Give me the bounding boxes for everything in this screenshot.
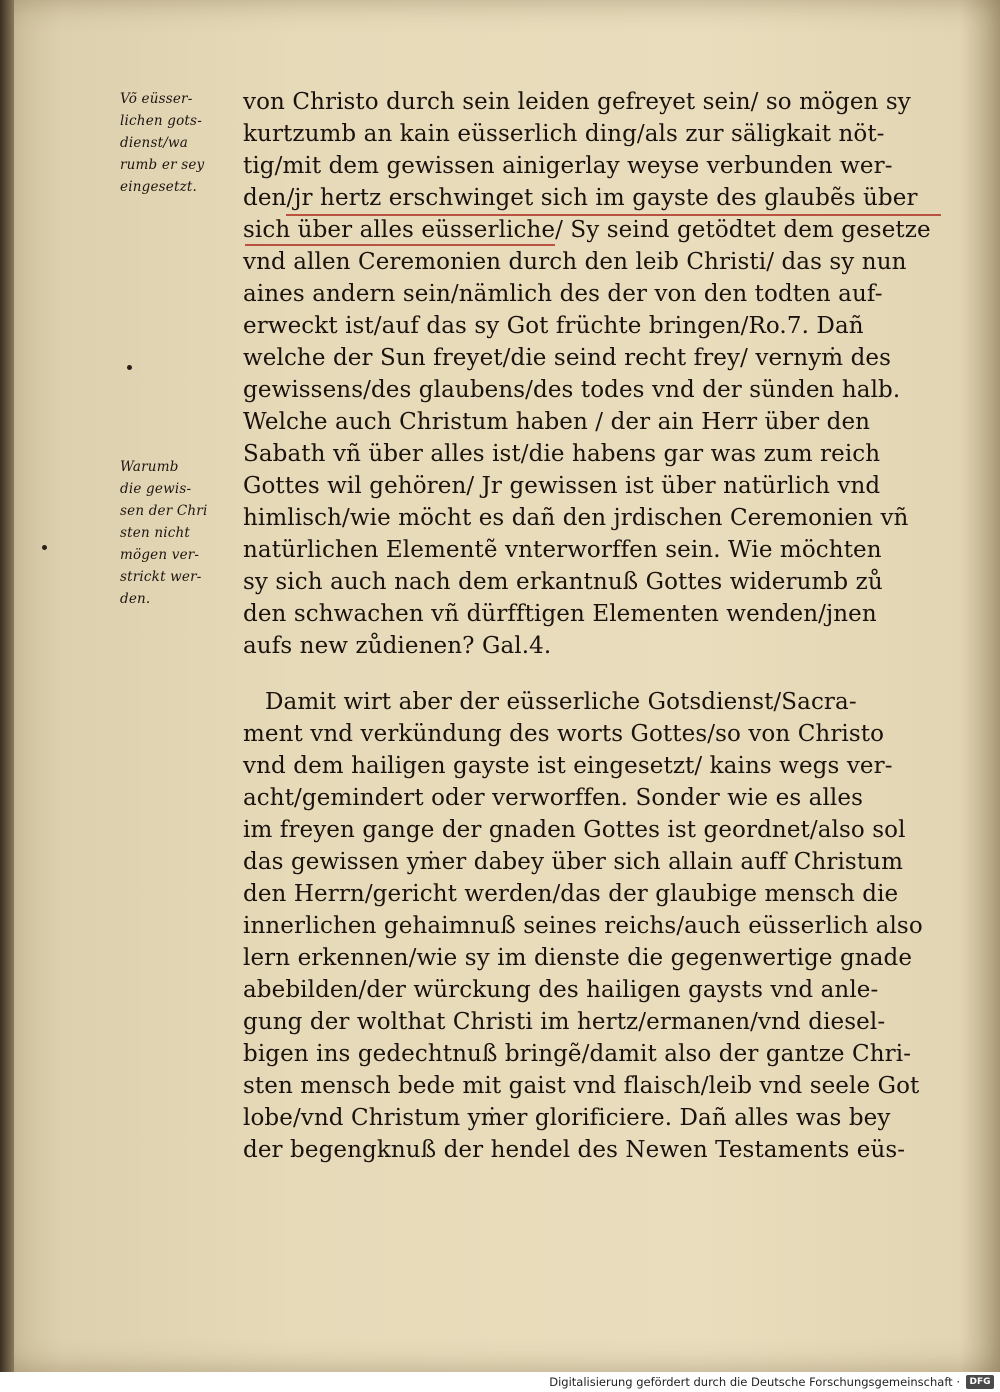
text-line: lobe/vnd Christum yṁer glorificiere. Dañ alles was bey	[243, 1105, 891, 1131]
text-line: kurtzumb an kain eüsserlich ding/als zur säligkait nöt-	[243, 121, 885, 147]
marginal-note-line: Warumb	[120, 459, 179, 475]
text-line: vnd dem hailigen gayste ist eingesetzt/ kains wegs ver-	[243, 753, 893, 779]
text-line: bigen ins gedechtnuß bringẽ/damit also der gantze Chri-	[243, 1041, 912, 1067]
text-line: von Christo durch sein leiden gefreyet sein/ so mögen sy	[243, 89, 911, 115]
text-line: sich über alles eüsserliche/ Sy seind getödtet dem gesetze	[243, 217, 931, 243]
marginal-note-2	[120, 456, 238, 610]
text-line: Gottes wil gehören/ Jr gewissen ist über natürlich vnd	[243, 473, 881, 499]
text-line: im freyen gange der gnaden Gottes ist geordnet/also sol	[243, 817, 906, 843]
text-line: den schwachen vñ dürfftigen Elementen wenden/jnen	[243, 601, 877, 627]
marginal-note-line: sten nicht	[120, 525, 191, 541]
text-line: gung der wolthat Christi im hertz/ermanen/vnd diesel-	[243, 1009, 886, 1035]
text-line: gewissens/des glaubens/des todes vnd der sünden halb.	[243, 377, 901, 403]
text-line: aines andern sein/nämlich des der von den todten auf-	[243, 281, 883, 307]
text-line: Sabath vñ über alles ist/die habens gar was zum reich	[243, 441, 881, 467]
funding-credit: Digitalisierung gefördert durch die Deutsche Forschungsgemeinschaft ·	[549, 1375, 960, 1389]
text-line: tig/mit dem gewissen ainigerlay weyse verbunden wer-	[243, 153, 893, 179]
marginal-note-line: dienst/wa	[120, 135, 188, 151]
text-line: Damit wirt aber der eüsserliche Gotsdienst/Sacra-	[265, 689, 857, 715]
marginal-note-line: rumb er sey	[120, 157, 205, 173]
text-line: ment vnd verkündung des worts Gottes/so von Christo	[243, 721, 885, 747]
text-line: der begengknuß der hendel des Newen Testaments eüs-	[243, 1137, 906, 1163]
text-line: Welche auch Christum haben / der ain Herr über den	[243, 409, 871, 435]
text-line: sy sich auch nach dem erkantnuß Gottes widerumb zů	[243, 569, 883, 595]
text-line: aufs new zůdienen? Gal.4.	[243, 633, 552, 659]
text-line: acht/gemindert oder verworffen. Sonder wie es alles	[243, 785, 863, 811]
text-line: den/jr hertz erschwinget sich im gayste des glaubẽs über	[243, 185, 918, 211]
digitization-footer	[0, 1372, 1000, 1392]
marginal-note-line: eingesetzt.	[120, 179, 198, 195]
text-line: welche der Sun freyet/die seind recht frey/ vernyṁ des	[243, 345, 892, 371]
paragraph-1	[243, 86, 943, 662]
marginal-note-line: den.	[120, 591, 151, 607]
marginal-note-line: die gewis-	[120, 481, 192, 497]
marginal-note-line: Võ eüsser-	[120, 91, 193, 107]
paragraph-2	[243, 686, 943, 1166]
marginal-note-line: strickt wer-	[120, 569, 202, 585]
text-line: sten mensch bede mit gaist vnd flaisch/leib vnd seele Got	[243, 1073, 920, 1099]
marginal-note-line: lichen gots-	[120, 113, 202, 129]
margin-dot	[127, 365, 132, 370]
text-line: himlisch/wie möcht es dañ den jrdischen Ceremonien vñ	[243, 505, 909, 531]
text-line: abebilden/der würckung des hailigen gaysts vnd anle-	[243, 977, 879, 1003]
margin-dot	[42, 545, 47, 550]
text-line: den Herrn/gericht werden/das der glaubige mensch die	[243, 881, 899, 907]
text-line: innerlichen gehaimnuß seines reichs/auch eüsserlich also	[243, 913, 923, 939]
text-line: natürlichen Elementẽ vnterworffen sein. Wie möchten	[243, 537, 882, 563]
text-line: erweckt ist/auf das sy Got früchte bringen/Ro.7. Dañ	[243, 313, 864, 339]
dfg-logo: DFG	[966, 1375, 994, 1389]
marginal-note-1	[120, 88, 238, 198]
text-line: das gewissen yṁer dabey über sich allain auff Christum	[243, 849, 903, 875]
marginal-note-line: sen der Chri	[120, 503, 208, 519]
marginal-note-line: mögen ver-	[120, 547, 200, 563]
page-gutter	[0, 0, 14, 1372]
text-line: lern erkennen/wie sy im dienste die gegenwertige gnade	[243, 945, 913, 971]
text-line: vnd allen Ceremonien durch den leib Christi/ das sy nun	[243, 249, 907, 275]
